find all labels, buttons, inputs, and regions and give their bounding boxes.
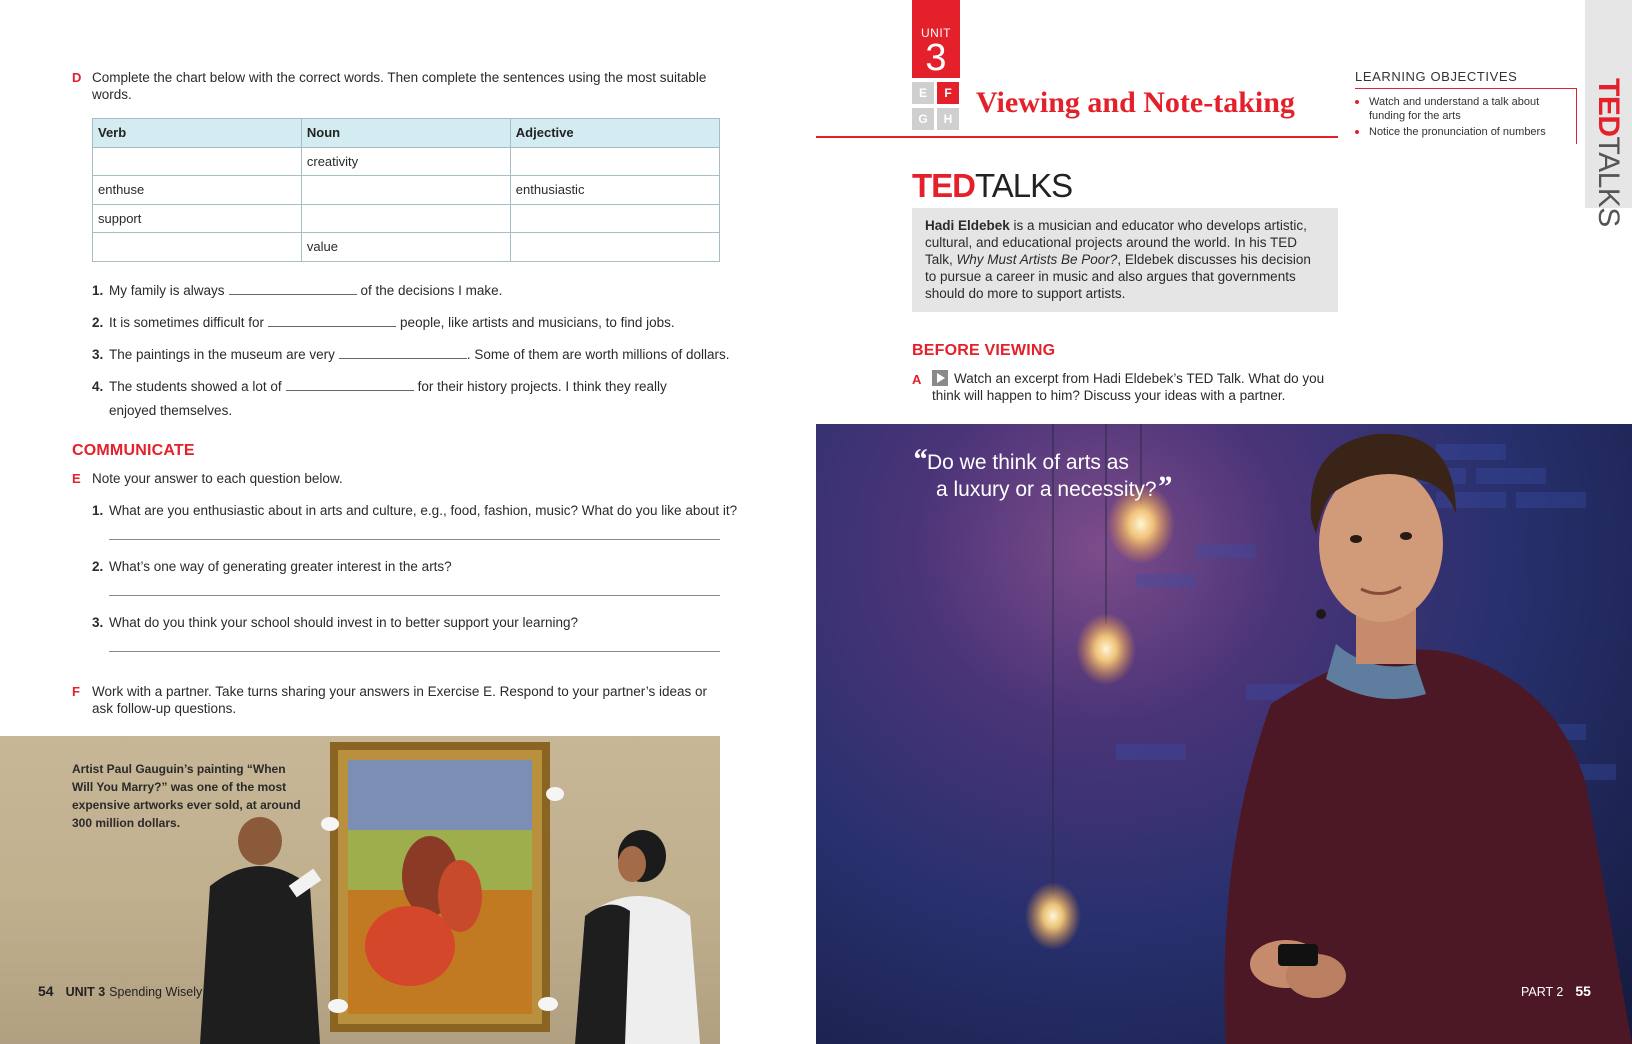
ted-logo-light: TALKS (975, 167, 1073, 204)
sentence-text-before: It is sometimes difficult for (109, 315, 265, 330)
question-number: 1. (92, 503, 104, 518)
close-quote-icon: ” (1156, 470, 1172, 503)
ted-talks-side-tab[interactable] (1585, 0, 1632, 227)
title-divider (816, 136, 1338, 138)
sentence-3 (92, 343, 729, 367)
fill-in-blank[interactable] (339, 347, 467, 359)
page-number: 54 (38, 983, 54, 999)
learning-objective-item (1355, 125, 1565, 139)
exercise-d-instruction: Complete the chart below with the correct words. Then complete the sentences using the most suitable words. (92, 70, 707, 102)
sentence-number: 4. (92, 379, 104, 394)
speaker-name: Hadi Eldebek (925, 218, 1010, 233)
sentence-1 (92, 279, 502, 303)
right-page (816, 0, 1632, 1044)
sentence-text-after: for their history projects. I think they really (417, 379, 667, 394)
footer-part: PART 2 (1521, 985, 1564, 999)
learning-objective-text: Notice the pronunciation of numbers (1369, 126, 1546, 138)
question-text: What do you think your school should invest in to better support your learning? (109, 615, 579, 630)
fill-in-blank[interactable] (286, 379, 414, 391)
chart-header-row (93, 119, 720, 148)
sentence-2 (92, 311, 675, 335)
question-3 (92, 615, 578, 630)
video-play-icon[interactable] (932, 370, 948, 386)
lesson-tile-h[interactable]: H (937, 108, 959, 130)
sentence-text-after: of the decisions I make. (360, 283, 503, 298)
lesson-tile-g[interactable]: G (912, 108, 934, 130)
sentence-text-before: My family is always (109, 283, 225, 298)
chart-cell: creativity (301, 147, 510, 176)
chart-cell: enthusiastic (510, 176, 719, 205)
photo-caption: Artist Paul Gauguin’s painting “When Will You Marry?” was one of the most expensive artworks ever sold, at around 300 million dollars. (72, 762, 301, 830)
sentence-4-continuation: enjoyed themselves. (109, 403, 233, 418)
before-viewing-heading: BEFORE VIEWING (912, 342, 1056, 359)
communicate-heading: COMMUNICATE (72, 442, 195, 459)
talk-title: Why Must Artists Be Poor? (956, 252, 1118, 267)
sentence-text-after: people, like artists and musicians, to find jobs. (400, 315, 675, 330)
footer-unit-title: Spending Wisely (109, 985, 203, 999)
exercise-a-instruction (932, 370, 1338, 404)
fill-in-blank[interactable] (229, 283, 357, 295)
learning-objective-item (1355, 95, 1565, 123)
question-number: 3. (92, 615, 104, 630)
question-number: 2. (92, 559, 104, 574)
chart-row (93, 204, 720, 233)
exercise-e-letter: E (72, 471, 81, 486)
chart-cell[interactable] (510, 233, 719, 262)
lesson-title: Viewing and Note-taking (976, 86, 1295, 119)
bio-text-1: is a musician and educator who develops artistic, cultural, and educational projects around the world. In his TED Talk, (925, 218, 1307, 267)
lesson-tile-e[interactable]: E (912, 82, 934, 104)
chart-header-adjective: Adjective (510, 119, 719, 148)
sentence-number: 2. (92, 315, 104, 330)
speaker-bio (912, 208, 1338, 312)
chart-cell: enthuse (93, 176, 302, 205)
learning-objectives-title: LEARNING OBJECTIVES (1355, 69, 1518, 84)
chart-cell[interactable] (510, 204, 719, 233)
chart-row (93, 147, 720, 176)
bullet-icon (1355, 130, 1359, 134)
exercise-e-instruction: Note your answer to each question below. (92, 471, 343, 486)
fill-in-blank[interactable] (268, 315, 396, 327)
chart-cell[interactable] (93, 147, 302, 176)
side-tab-label (1591, 78, 1625, 227)
quote-line-1: “Do we think of arts as (912, 443, 1129, 476)
answer-line[interactable] (109, 651, 720, 652)
sentence-text-after: . Some of them are worth millions of dollars. (466, 347, 730, 362)
right-page-footer (1521, 983, 1591, 999)
chart-cell[interactable] (510, 147, 719, 176)
side-tab-bold: TED (1592, 78, 1625, 137)
page-number: 55 (1575, 983, 1591, 999)
talk-quote (912, 443, 1172, 503)
sentence-number: 1. (92, 283, 104, 298)
chart-cell: value (301, 233, 510, 262)
learning-objective-text: Watch and understand a talk about funding for the arts (1369, 96, 1540, 122)
chart-cell: support (93, 204, 302, 233)
ted-talks-logo (912, 166, 1072, 206)
chart-cell[interactable] (301, 176, 510, 205)
unit-number: 3 (925, 37, 947, 79)
unit-label: UNIT (921, 26, 951, 40)
exercise-a-letter: A (912, 372, 922, 387)
question-text: What are you enthusiastic about in arts and culture, e.g., food, fashion, music? What do you like about it? (109, 503, 738, 518)
bio-text-2: , Eldebek discusses his decision to pursue a career in music and also argues that governments should do more to support artists. (925, 252, 1311, 301)
answer-line[interactable] (109, 595, 720, 596)
chart-header-noun: Noun (301, 119, 510, 148)
question-text: What’s one way of generating greater interest in the arts? (109, 559, 452, 574)
question-1 (92, 503, 737, 518)
sentence-text-before: The students showed a lot of (109, 379, 282, 394)
side-tab-light: TALKS (1592, 136, 1625, 227)
quote-line-2: a luxury or a necessity?” (936, 470, 1172, 503)
sentence-number: 3. (92, 347, 104, 362)
speaker-photo (816, 424, 1632, 1044)
chart-cell[interactable] (301, 204, 510, 233)
lesson-tile-f[interactable]: F (937, 82, 959, 104)
chart-header-verb: Verb (93, 119, 302, 148)
speaker-illustration (816, 424, 1632, 1044)
question-2 (92, 559, 452, 574)
exercise-f-letter: F (72, 684, 80, 699)
sentence-text-before: The paintings in the museum are very (109, 347, 335, 362)
exercise-a-text: Watch an excerpt from Hadi Eldebek’s TED Talk. What do you think will happen to him? Discuss your ideas with a partner. (932, 371, 1325, 403)
unit-badge (912, 0, 960, 78)
open-quote-icon: “ (912, 443, 927, 476)
answer-line[interactable] (109, 539, 720, 540)
ted-logo-bold: TED (912, 167, 975, 204)
chart-row (93, 176, 720, 205)
left-page-footer (38, 983, 202, 999)
chart-cell[interactable] (93, 233, 302, 262)
exercise-d-letter: D (72, 70, 82, 85)
word-form-chart (92, 118, 720, 262)
sentence-4 (92, 375, 667, 399)
exercise-f-instruction: Work with a partner. Take turns sharing your answers in Exercise E. Respond to your partner’s ideas or ask follow-up questions. (92, 684, 708, 716)
chart-row (93, 233, 720, 262)
footer-unit: UNIT 3 (65, 985, 106, 999)
bullet-icon (1355, 100, 1359, 104)
